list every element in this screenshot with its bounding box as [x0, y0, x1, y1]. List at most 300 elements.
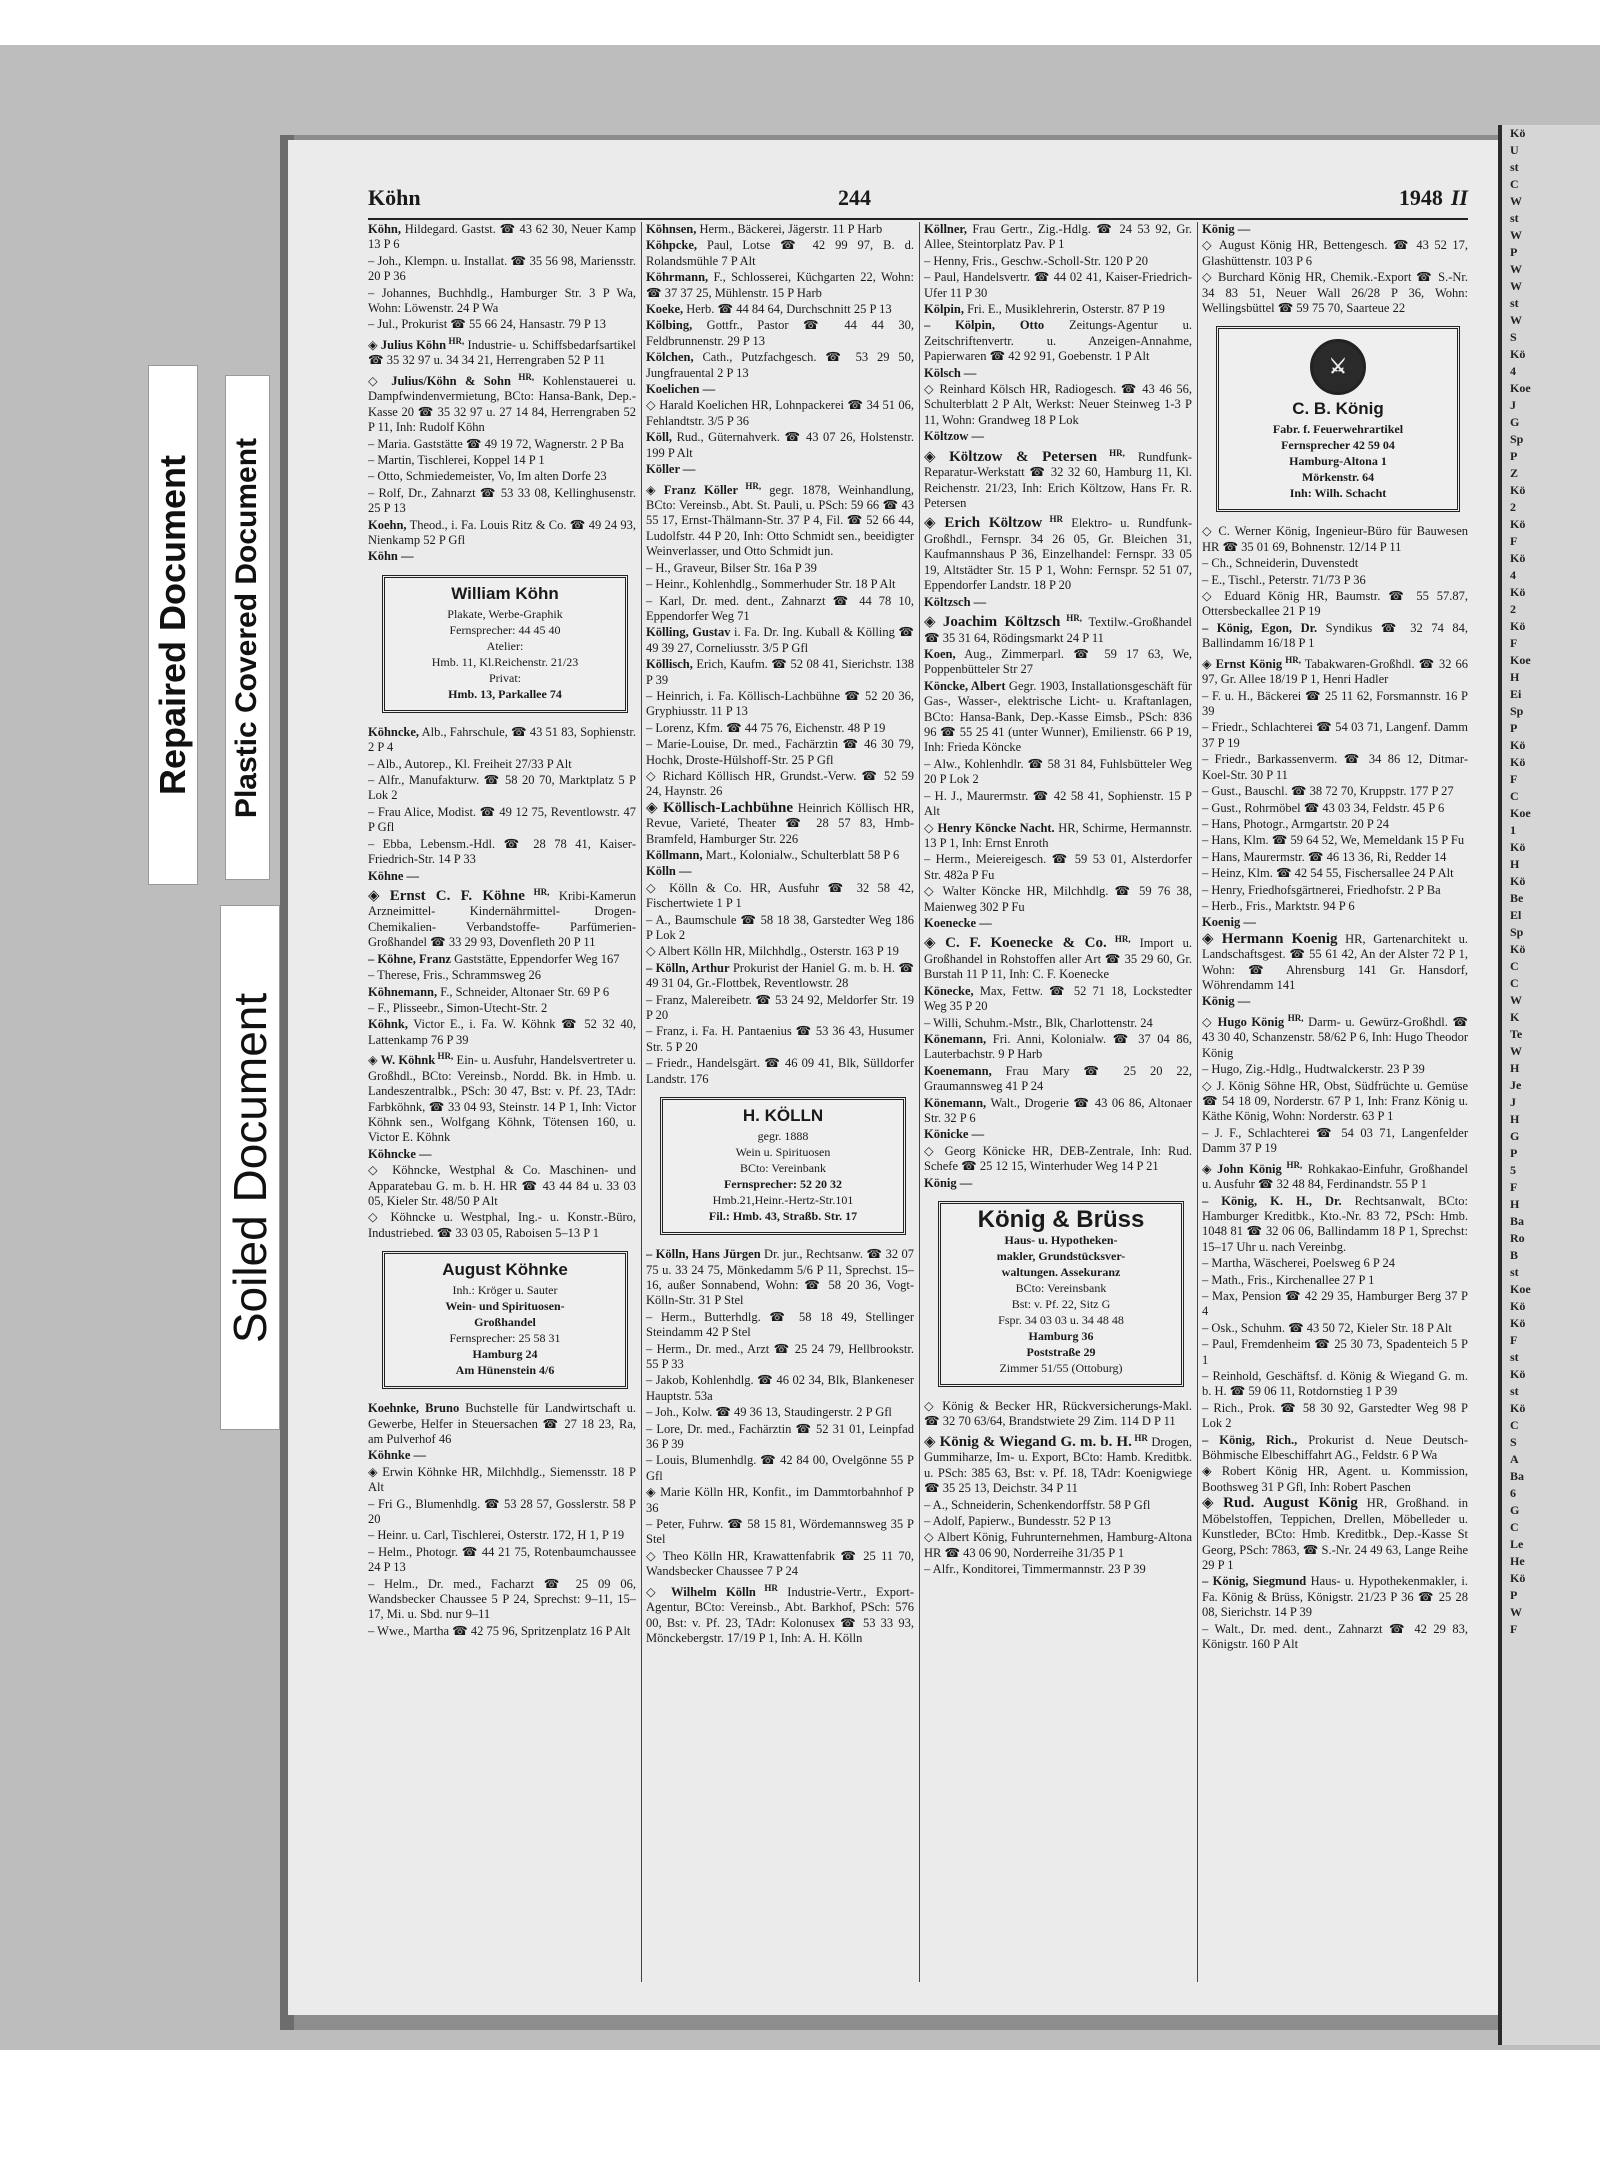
columns	[368, 222, 1468, 1982]
entry-name: Köhnke —	[368, 1448, 427, 1463]
ad-line: Hmb. 11, Kl.Reichenstr. 21/23	[431, 654, 579, 669]
entry-text: Frau Mary ☎ 25 20 22, Graumannsweg 41 P 24	[924, 1063, 1192, 1094]
entry-text: Rohkakao-Einfuhr, Großhandel u. Ausfuhr ☎ 32 48 84, Ferdinandstr. 55 P 1	[1202, 1161, 1468, 1192]
entry-text: Robert König HR, Agent. u. Kommission, Boothsweg 31 P Gfl, Inh: Robert Paschen	[1202, 1464, 1468, 1494]
entry-name: ◇ Julius/Köhn & Sohn	[368, 373, 511, 388]
entry-text: – Karl, Dr. med. dent., Zahnarzt ☎ 44 78 10, Eppendorfer Weg 71	[646, 593, 914, 623]
directory-entry	[646, 913, 914, 944]
entry-text: – Lore, Dr. med., Fachärztin ☎ 52 31 01, Leinpfad 36 P 39	[646, 1421, 914, 1451]
entry-text: Ein- u. Ausfuhr, Handelsvertreter u. Großhdl., BCto: Vereinsb., Nordd. Bk. in Hmb. u. Landeszentralbk., PSch: 30 47, Bst: v. Pf. 23, TAdr: Farbköhnk, ☎ 33 04 93, Steinstr. 14 P 1, Inh: Victor Köhnk sen., Wolfgang Köhnk, Tötensen 160, u. Victor E. Köhnk	[368, 1053, 636, 1145]
entry-text: – Ebba, Lebensm.-Hdl. ☎ 28 78 41, Kaiser-Friedrich-Str. 14 P 33	[368, 836, 636, 867]
entry-text: – Osk., Schuhm. ☎ 43 50 72, Kieler Str. 18 P Alt	[1202, 1320, 1452, 1335]
entry-list	[646, 222, 914, 1087]
entry-text: – E., Tischl., Peterstr. 71/73 P 36	[1202, 572, 1366, 587]
entry-list	[1202, 222, 1468, 316]
entry-name: König —	[1202, 222, 1251, 236]
ad-line: Mörkenstr. 64	[1301, 470, 1375, 485]
next-page-fragment: Kö	[1510, 840, 1526, 854]
next-page-fragment: W	[1510, 313, 1522, 327]
entry-text: – Walt., Dr. med. dent., Zahnarzt ☎ 42 29 83, Königstr. 160 P Alt	[1202, 1621, 1468, 1651]
entry-text: Darm- u. Gewürz-Großhdl. ☎ 43 30 40, Schanzenstr. 58/62 P 6, Inh: Hugo Theodor König	[1202, 1014, 1468, 1060]
entry-text: – A., Baumschule ☎ 58 18 38, Garstedter Weg 186 P Lok 2	[646, 912, 914, 943]
directory-entry	[646, 881, 914, 912]
entry-name: Kölpin,	[924, 302, 964, 317]
directory-entry	[646, 462, 914, 477]
entry-text: Heinrich Köllisch HR, Revue, Varieté, Theater ☎ 28 57 83, Hmb-Bramfeld, Hamburger Str. 226	[646, 800, 914, 846]
directory-entry	[1202, 524, 1468, 555]
next-page-fragment: Kö	[1510, 942, 1526, 956]
entry-text: – Adolf, Papierw., Bundesstr. 52 P 13	[924, 1514, 1111, 1528]
entry-name: ◈ C. F. Koenecke & Co.	[924, 935, 1107, 952]
directory-entry	[368, 985, 636, 1000]
next-page-fragment: Koe	[1510, 806, 1531, 820]
entry-text: – Friedr., Barkassenverm. ☎ 34 86 12, Ditmar-Koel-Str. 30 P 11	[1202, 752, 1468, 782]
entry-text: – A., Schneiderin, Schenkendorffstr. 58 P Gfl	[924, 1497, 1151, 1512]
directory-entry	[646, 382, 914, 397]
next-page-fragment: Kö	[1510, 738, 1526, 752]
directory-entry	[924, 984, 1192, 1015]
entry-text: Eduard König HR, Baumstr. ☎ 55 57.87, Ottersbeckallee 21 P 19	[1202, 589, 1468, 619]
directory-entry	[646, 769, 914, 800]
entry-name: Koenecke —	[924, 915, 992, 930]
column-2	[646, 222, 914, 1982]
directory-entry	[368, 1147, 636, 1162]
entry-text: Max, Fettw. ☎ 52 71 18, Lockstedter Weg 35 P 20	[924, 983, 1192, 1014]
entry-text: – Rolf, Dr., Zahnarzt ☎ 53 33 08, Kellinghusenstr. 25 P 13	[368, 485, 636, 516]
label-soiled-text: Soiled Document	[224, 992, 276, 1343]
directory-entry	[924, 429, 1192, 444]
entry-text: Fri. Anni, Kolonialw. ☎ 37 04 86, Lauterbachstr. 9 P Harb	[924, 1031, 1192, 1062]
entry-name: ◈ Erich Költzow	[924, 515, 1043, 532]
entry-name: Köhnk,	[368, 1017, 408, 1032]
hr-mark: HR	[1042, 514, 1064, 525]
entry-text: – Helm., Dr. med., Facharzt ☎ 25 09 06, Wandsbecker Chaussee 5 P 24, Sprechst: 9–11, 15–17, Mi. u. Sbd. nur 9–11	[368, 1576, 636, 1622]
entry-text: i. Fa. Dr. Ing. Kuball & Kölling ☎ 49 39 27, Corneliusstr. 3/5 P Gfl	[646, 625, 914, 655]
directory-page	[288, 140, 1498, 2015]
entry-text: Tabakwaren-Großhdl. ☎ 32 66 97, Gr. Allee 18/19 P 1, Henri Hadler	[1202, 656, 1468, 687]
entry-name: Köncke, Albert	[924, 678, 1006, 693]
entry-name: ◇	[368, 1163, 384, 1178]
directory-entry	[1202, 1401, 1468, 1432]
ad-line: Haus- u. Hypotheken-	[1004, 1233, 1118, 1247]
page-number: 244	[838, 185, 871, 210]
entry-text: – Math., Fris., Kirchenallee 27 P 1	[1202, 1272, 1375, 1287]
next-page-fragment: st	[1510, 1384, 1519, 1398]
directory-entry	[368, 1210, 636, 1241]
directory-entry	[924, 679, 1192, 756]
directory-entry	[368, 837, 636, 868]
next-page-fragment: st	[1510, 296, 1519, 310]
volume: II	[1450, 185, 1468, 210]
entry-list	[646, 1247, 914, 1646]
next-page-fragment: st	[1510, 1350, 1519, 1364]
entry-text: Industrie-Vertr., Export-Agentur, BCto: Vereinsb., Abt. Barkhof, PSch: 576 00, Bst: v. Pf. 23, TAdr: Kolonusex ☎ 53 33 93, Mönckebergstr. 17/19 P 1, Inh: A. H. Kölln	[646, 1584, 914, 1645]
ad-line: Großhandel	[474, 1315, 536, 1330]
directory-entry	[646, 993, 914, 1024]
entry-name: ◇	[1202, 524, 1214, 539]
entry-name: Köhncke —	[368, 1146, 432, 1161]
directory-entry	[1202, 817, 1468, 832]
entry-name: ◈ W. Köhnk	[368, 1053, 436, 1068]
entry-text: Theo Kölln HR, Krawattenfabrik ☎ 25 11 70, Wandsbecker Chaussee 7 P 24	[646, 1548, 914, 1579]
entry-text: Theod., i. Fa. Louis Ritz & Co. ☎ 49 24 93, Nienkamp 52 P Gfl	[368, 517, 636, 548]
entry-text: – Martha, Wäscherei, Poelsweg 6 P 24	[1202, 1256, 1396, 1271]
entry-text: – Wwe., Martha ☎ 42 75 96, Spritzenplatz 16 P Alt	[368, 1623, 631, 1638]
directory-entry	[646, 737, 914, 768]
next-page-fragment: Kö	[1510, 1299, 1526, 1313]
directory-entry	[1202, 932, 1468, 994]
next-page-fragment: S	[1510, 330, 1517, 344]
entry-name: ◈	[646, 1485, 656, 1500]
running-head: Köhn	[368, 185, 421, 210]
entry-text: – Friedr., Handelsgärt. ☎ 46 09 41, Blk, Sülldorfer Landstr. 176	[646, 1056, 914, 1086]
directory-entry	[1202, 1273, 1468, 1288]
entry-list	[1202, 524, 1468, 1652]
entry-text: HR, Gartenarchitekt u. Landschaftsgest. ☎ 55 61 42, An der Alster 72 P 1, Wohn: ☎ Ahrensburg 141 Gr. Hansdorf, Wöhrendamm 141	[1202, 931, 1468, 992]
entry-name: ◇	[1202, 1078, 1213, 1093]
directory-entry	[1202, 653, 1468, 688]
hr-mark: HR,	[510, 371, 535, 382]
entry-text: Rechtsanwalt, BCto: Hamburger Kreditbk., Kto.-Nr. 83 72, PSch: Hmb. 1048 81 ☎ 32 06 06, Ballindamm 18 P 1, Sprechst: 15–17 Uhr u. nach Vereinbg.	[1202, 1193, 1468, 1254]
directory-entry	[924, 302, 1192, 317]
ad-line: Hamburg 24	[472, 1347, 538, 1362]
next-page-fragment: P	[1510, 449, 1518, 463]
entry-name: ◈ Rud. August König	[1202, 1495, 1358, 1512]
directory-entry	[924, 757, 1192, 788]
entry-text: Prokurist der Haniel G. m. b. H. ☎ 49 31 04, Gr.-Flottbek, Reventlowstr. 28	[646, 960, 914, 991]
entry-name: Köhne —	[368, 868, 420, 883]
entry-text: Victor E., i. Fa. W. Köhnk ☎ 52 32 40, Lattenkamp 76 P 39	[368, 1017, 636, 1047]
directory-entry	[1202, 1321, 1468, 1336]
directory-entry	[646, 1422, 914, 1453]
next-page-fragment: Kö	[1510, 755, 1526, 769]
entry-name: ◇ Henry Köncke Nacht.	[924, 820, 1055, 835]
next-page-fragment: U	[1510, 143, 1519, 157]
ad-line: Fspr. 34 03 03 u. 34 48 48	[998, 1313, 1124, 1327]
directory-entry	[1202, 899, 1468, 914]
next-page-fragment: 6	[1510, 1486, 1516, 1500]
ad-title: C. B. König	[1292, 399, 1384, 419]
entry-text: – Maria. Gaststätte ☎ 49 19 72, Wagnerstr. 2 P Ba	[368, 436, 624, 451]
next-page-fragment: H	[1510, 857, 1520, 871]
entry-name: Koeke,	[646, 302, 684, 317]
directory-entry	[646, 1056, 914, 1087]
next-page-fragment: W	[1510, 1044, 1522, 1058]
entry-text: – Helm., Photogr. ☎ 44 21 75, Rotenbaumchaussee 24 P 13	[368, 1544, 636, 1575]
directory-entry	[1202, 1289, 1468, 1320]
directory-entry	[1202, 1158, 1468, 1193]
entry-name: – Kölln, Arthur	[646, 960, 730, 975]
entry-text: – Fri G., Blumenhdlg. ☎ 53 28 57, Gosslerstr. 58 P 20	[368, 1496, 636, 1526]
next-page-edge	[1498, 125, 1600, 2045]
entry-name: Köhnsen,	[646, 222, 697, 236]
entry-name: Könemann,	[924, 1095, 987, 1110]
entry-name: ◈ König & Wiegand G. m. b. H.	[924, 1433, 1132, 1450]
directory-entry	[646, 944, 914, 959]
directory-entry	[368, 549, 636, 564]
ad-line: Inh.: Kröger u. Sauter	[452, 1283, 558, 1298]
ad-line: Zimmer 51/55 (Ottoburg)	[999, 1361, 1123, 1375]
directory-entry	[368, 1528, 636, 1543]
helmet-logo-icon: ⚔	[1310, 339, 1366, 395]
entry-name: König —	[1202, 994, 1251, 1009]
entry-text: – Hans, Photogr., Armgartstr. 20 P 24	[1202, 816, 1390, 831]
hr-mark: HR,	[1097, 447, 1125, 458]
entry-name: Kölling, Gustav	[646, 625, 731, 640]
directory-entry	[924, 1399, 1192, 1430]
entry-text: – Alb., Autorep., Kl. Freiheit 27/33 P Alt	[368, 756, 572, 771]
label-plastic-text: Plastic Covered Document	[230, 437, 264, 818]
entry-name: Kölsch —	[924, 365, 977, 380]
next-page-fragment: Je	[1510, 1078, 1522, 1092]
entry-text: Fri. E., Musiklehrerin, Osterstr. 87 P 19	[963, 302, 1165, 317]
next-page-fragment: Ba	[1510, 1469, 1525, 1483]
directory-entry	[924, 446, 1192, 512]
directory-entry	[1202, 573, 1468, 588]
next-page-fragment: G	[1510, 1129, 1520, 1143]
entry-text: – H., Graveur, Bilser Str. 16a P 39	[646, 560, 817, 575]
next-page-fragment: Sp	[1510, 925, 1524, 939]
entry-text: Hildegard. Gastst. ☎ 43 62 30, Neuer Kamp 13 P 6	[368, 222, 636, 252]
next-page-fragment: W	[1510, 279, 1522, 293]
entry-text: – Johannes, Buchhdlg., Hamburger Str. 3 P Wa, Wohn: Löwenstr. 24 P Wa	[368, 285, 636, 316]
entry-name: Könemann,	[924, 1031, 987, 1046]
next-page-fragment: Koe	[1510, 381, 1531, 395]
column-4	[1202, 222, 1468, 1982]
entry-text: Rud., Güternahverk. ☎ 43 07 26, Holstenstr. 199 P Alt	[646, 430, 914, 460]
entry-name: Koen,	[924, 647, 956, 662]
directory-entry	[924, 1514, 1192, 1529]
directory-entry	[646, 721, 914, 736]
entry-name: ◇	[1202, 238, 1214, 253]
next-page-fragment: K	[1510, 1010, 1520, 1024]
directory-entry	[368, 1401, 636, 1447]
entry-text: J. König Söhne HR, Obst, Südfrüchte u. Gemüse ☎ 54 18 09, Norderstr. 67 P 1, Inh: Franz König u. Käthe König, Wohn: Norderstr. 63 P 1	[1202, 1078, 1468, 1124]
entry-text: HR, Schirme, Hermannstr. 13 P 1, Inh: Ernst Enroth	[924, 820, 1192, 850]
entry-name: Köhncke,	[368, 724, 420, 739]
entry-text: Prokurist d. Neue Deutsch-Böhmische Elbeschiffahrt AG., Feldstr. 6 P Wa	[1202, 1432, 1468, 1463]
directory-entry	[646, 222, 914, 237]
entry-text: Burchard König HR, Chemik.-Export ☎ S.-Nr. 34 83 51, Neuer Wall 26/28 P 36, Wohn: Wellingsbüttel ☎ 59 75 70, Saarteue 22	[1202, 270, 1468, 316]
entry-text: Herm., Bäckerei, Jägerstr. 11 P Harb	[696, 222, 883, 236]
directory-entry	[1202, 1574, 1468, 1620]
entry-text: – Otto, Schmiedemeister, Vo, Im alten Dorfe 23	[368, 469, 607, 484]
entry-text: – Henry, Friedhofsgärtnerei, Friedhofstr. 2 P Ba	[1202, 882, 1441, 897]
entry-text: Richard Köllisch HR, Grundst.-Verw. ☎ 52 59 24, Haynstr. 26	[646, 768, 914, 799]
directory-entry	[368, 1017, 636, 1048]
next-page-fragment: He	[1510, 1554, 1525, 1568]
directory-entry	[924, 821, 1192, 852]
ad-line: BCto: Vereinbank	[739, 1161, 827, 1176]
entry-text: Syndikus ☎ 32 74 84, Ballindamm 16/18 P 1	[1202, 620, 1468, 651]
directory-entry	[368, 437, 636, 452]
entry-name: – König, Siegmund	[1202, 1574, 1307, 1589]
entry-text: Gaststätte, Eppendorfer Weg 167	[450, 951, 620, 966]
next-page-fragment: W	[1510, 228, 1522, 242]
entry-text: – Paul, Fremdenheim ☎ 25 30 73, Spadenteich 5 P 1	[1202, 1337, 1468, 1367]
directory-entry	[1202, 1433, 1468, 1464]
next-page-fragment: F	[1510, 1622, 1518, 1636]
label-plastic-covered-document	[225, 375, 270, 880]
ad-koenig-bruess	[938, 1201, 1184, 1387]
ad-line: Fernsprecher: 44 45 40	[449, 622, 561, 637]
directory-entry	[368, 317, 636, 332]
ad-william-koehn	[382, 575, 628, 713]
entry-text: – Martin, Tischlerei, Koppel 14 P 1	[368, 453, 545, 467]
next-page-fragment: F	[1510, 534, 1518, 548]
ad-line: Wein- und Spirituosen-	[445, 1299, 565, 1314]
entry-text: Marie Kölln HR, Konfit., im Dammtorbahnhof P 36	[646, 1485, 914, 1515]
entry-text: Paul, Lotse ☎ 42 99 97, B. d. Rolandsmühle 7 P Alt	[646, 238, 914, 268]
entry-text: Haus- u. Hypothekenmakler, i. Fa. König & Brüss, Königstr. 21/23 P 36 ☎ 25 28 08, Sierichstr. 14 P 39	[1202, 1574, 1468, 1620]
next-page-fragment: C	[1510, 976, 1519, 990]
directory-entry	[1202, 1079, 1468, 1125]
entry-text: – Jul., Prokurist ☎ 55 66 24, Hansastr. 79 P 13	[368, 317, 607, 332]
entry-name: Köhpcke,	[646, 238, 698, 253]
directory-entry	[1202, 222, 1468, 237]
hr-mark: HR,	[446, 335, 465, 346]
entry-text: Walter Köncke HR, Milchhdlg. ☎ 59 76 38, Maienweg 302 P Fu	[924, 884, 1192, 914]
directory-entry	[646, 479, 914, 560]
entry-text: – Gust., Rohrmöbel ☎ 43 03 34, Feldstr. 45 P 6	[1202, 800, 1445, 815]
entry-text: – Heinr., Kohlenhdlg., Sommerhuder Str. 18 P Alt	[646, 577, 896, 592]
entry-text: – Rich., Prok. ☎ 58 30 92, Garstedter Weg 98 P Lok 2	[1202, 1400, 1468, 1431]
entry-name: Köhn —	[368, 549, 414, 564]
entry-name: – König, Egon, Dr.	[1202, 620, 1318, 635]
entry-text: Mart., Kolonialw., Schulterblatt 58 P 6	[702, 848, 900, 862]
next-page-fragment: Kö	[1510, 1367, 1526, 1381]
next-page-fragment: W	[1510, 194, 1522, 208]
directory-entry	[646, 1247, 914, 1309]
directory-entry	[924, 1176, 1192, 1191]
column-3	[924, 222, 1192, 1982]
entry-text: – Joh., Kolw. ☎ 49 36 13, Staudingerstr. 2 P Gfl	[646, 1405, 892, 1420]
entry-name: ◇ Wilhelm Kölln	[646, 1584, 756, 1599]
entry-text: – Herm., Butterhdlg. ☎ 58 18 49, Stellinger Steindamm 42 P Stel	[646, 1309, 914, 1340]
directory-entry	[368, 286, 636, 317]
column-divider	[919, 222, 920, 1982]
entry-name: ◇	[924, 884, 937, 899]
directory-entry	[924, 382, 1192, 428]
directory-entry	[924, 916, 1192, 931]
entry-list	[924, 222, 1192, 1191]
directory-entry	[1202, 589, 1468, 620]
directory-entry	[924, 1016, 1192, 1031]
directory-entry	[368, 469, 636, 484]
next-page-fragment: Ei	[1510, 687, 1522, 701]
directory-entry	[924, 1032, 1192, 1063]
entry-name: Kölchen,	[646, 350, 694, 365]
entry-text: – Herb., Fris., Marktstr. 94 P 6	[1202, 898, 1355, 913]
directory-entry	[924, 1064, 1192, 1095]
directory-entry	[646, 1453, 914, 1484]
directory-entry	[1202, 689, 1468, 720]
ad-title: König & Brüss	[977, 1206, 1145, 1233]
next-page-fragment: Kö	[1510, 483, 1526, 497]
header-rule	[368, 218, 1468, 220]
directory-entry	[646, 238, 914, 269]
ad-line: Atelier:	[486, 638, 524, 653]
entry-name: ◇	[368, 1210, 383, 1225]
entry-text: – Heinz, Klm. ☎ 42 54 55, Fischersallee 24 P Alt	[1202, 866, 1454, 881]
directory-entry	[368, 757, 636, 772]
entry-text: Buchstelle für Landwirtschaft u. Gewerbe, Helfer in Steuersachen ☎ 27 18 23, Ra, am Pulverhof 46	[368, 1401, 636, 1446]
next-page-fragment: P	[1510, 245, 1518, 259]
ad-line: Bst: v. Pf. 22, Sitz G	[1011, 1297, 1111, 1311]
directory-entry	[368, 1001, 636, 1016]
directory-entry	[1202, 833, 1468, 848]
directory-entry	[1202, 1011, 1468, 1061]
directory-entry	[368, 1577, 636, 1623]
next-page-fragment: 5	[1510, 1163, 1516, 1177]
entry-text: – Heinr. u. Carl, Tischlerei, Osterstr. 172, H 1, P 19	[368, 1528, 625, 1543]
label-repaired-document	[148, 365, 198, 885]
next-page-fragment: H	[1510, 1197, 1520, 1211]
hr-mark: HR	[1131, 1432, 1148, 1443]
entry-text: – H. J., Maurermstr. ☎ 42 58 41, Sophienstr. 15 P Alt	[924, 788, 1192, 819]
directory-entry	[924, 512, 1192, 593]
entry-text: – Herm., Dr. med., Arzt ☎ 25 24 79, Hellbrookstr. 55 P 33	[646, 1341, 914, 1371]
next-page-fragment: A	[1510, 1452, 1519, 1466]
directory-entry	[646, 801, 914, 847]
entry-text: – Hans, Klm. ☎ 59 64 52, We, Memeldank 15 P Fu	[1202, 833, 1465, 848]
next-page-fragment: 2	[1510, 602, 1516, 616]
entry-list	[368, 725, 636, 1241]
directory-entry	[368, 1049, 636, 1146]
ad-cb-koenig	[1216, 326, 1460, 512]
entry-text: – Ch., Schneiderin, Duvenstedt	[1202, 556, 1359, 571]
next-page-fragment: Le	[1510, 1537, 1524, 1551]
entry-text: – Gust., Bauschl. ☎ 38 72 70, Kruppstr. 177 P 27	[1202, 784, 1454, 799]
entry-text: – J. F., Schlachterei ☎ 54 03 71, Langenfelder Damm 37 P 19	[1202, 1125, 1468, 1156]
entry-text: – Alw., Kohlenhdlr. ☎ 58 31 84, Fuhlsbütteler Weg 20 P Lok 2	[924, 756, 1192, 787]
entry-text: – Alfr., Manufakturw. ☎ 58 20 70, Marktplatz 5 P Lok 2	[368, 773, 636, 803]
entry-text: – Jakob, Kohlenhdlg. ☎ 46 02 34, Blk, Blankeneser Hauptstr. 53a	[646, 1373, 914, 1403]
next-page-fragment: Kö	[1510, 126, 1526, 140]
directory-entry	[924, 884, 1192, 915]
directory-entry	[924, 1562, 1192, 1577]
directory-entry	[1202, 752, 1468, 783]
directory-entry	[646, 1405, 914, 1420]
directory-entry	[646, 961, 914, 992]
column-divider	[1197, 222, 1198, 1982]
next-page-fragment: Kö	[1510, 347, 1526, 361]
hr-mark: HR,	[1284, 1012, 1304, 1023]
next-page-fragment: Sp	[1510, 704, 1524, 718]
directory-entry	[646, 350, 914, 381]
directory-entry	[646, 657, 914, 688]
entry-name: ◈ Joachim Költzsch	[924, 614, 1061, 631]
directory-entry	[924, 852, 1192, 883]
entry-name: Kölbing,	[646, 318, 693, 333]
entry-name: ◈ Köllisch-Lachbühne	[646, 799, 793, 816]
directory-entry	[368, 885, 636, 951]
directory-entry	[924, 366, 1192, 381]
entry-text: Dr. jur., Rechtsanw. ☎ 32 07 75 u. 33 24 75, Mönkedamm 5/6 P 11, Sprechst. 15–16, außer Sonnabend, Wohn: ☎ 58 20 36, Vogt-Kölln-Str. 31 P Stel	[646, 1247, 914, 1308]
entry-name: ◇	[646, 880, 661, 895]
entry-text: Frau Gertr., Zig.-Hdlg. ☎ 24 53 92, Gr. Allee, Steintorplatz Pav. P 1	[924, 222, 1192, 252]
next-page-fragment: H	[1510, 1061, 1520, 1075]
directory-entry	[1202, 238, 1468, 269]
next-page-fragment: El	[1510, 908, 1522, 922]
hr-mark: HR,	[1060, 613, 1082, 624]
entry-name: – Köhne, Franz	[368, 951, 451, 966]
next-page-fragment: Koe	[1510, 653, 1531, 667]
entry-text: – Hans, Maurermstr. ☎ 46 13 36, Ri, Redder 14	[1202, 849, 1447, 864]
ad-line: Fil.: Hmb. 43, Straßb. Str. 17	[708, 1209, 858, 1224]
ad-line: Fernsprecher: 25 58 31	[449, 1331, 561, 1346]
entry-text: Zeitungs-Agentur u. Zeitschriftenvertr. u. Anzeigen-Annahme, Papierwaren ☎ 42 92 91, Goebenstr. 1 P Alt	[924, 318, 1192, 364]
